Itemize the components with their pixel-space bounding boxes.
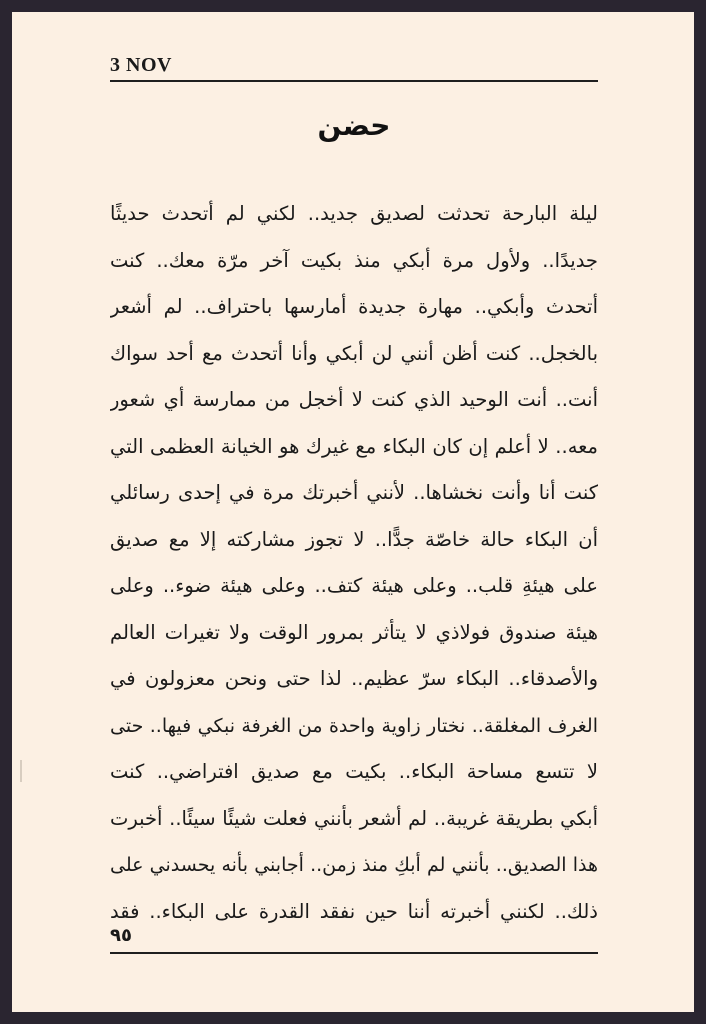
header-date: 3 NOV [110,54,172,76]
footer-rule [110,952,598,954]
text-line: كنت أنا وأنت نخشاها.. لأنني أخبرتك مرة في إحدى رسائلي [110,481,598,504]
text-line: والأصدقاء.. البكاء سرّ عظيم.. لذا حتى ونحن معزولون في [110,667,598,690]
text-line: جديدًا.. ولأول مرة أبكي منذ بكيت آخر مرّة معك.. كنت [110,248,598,272]
text-line: الغرف المغلقة.. نختار زاوية واحدة من الغرفة نبكي فيها.. حتى [110,714,598,737]
text-line: ذلك.. لكنني أخبرته أننا حين نفقد القدرة على البكاء.. فقد [110,899,598,923]
page-edge-mark [20,760,22,782]
text-line: ليلة البارحة تحدثت لصديق جديد.. لكني لم أتحدث حديثًا [110,202,598,225]
text-line: أن البكاء حالة خاصّة جدًّا.. لا تجوز مشاركته إلا مع صديق [110,527,598,551]
text-line: أنت.. أنت الوحيد الذي كنت لا أخجل من ممارسة أي شعور [110,388,598,411]
text-line: معه.. لا أعلم إن كان البكاء مع غيرك هو الخيانة العظمى التي [110,434,598,458]
page-footer [110,924,598,954]
text-line: أتحدث وأبكي.. مهارة جديدة أمارسها باحتراف.. لم أشعر [110,295,598,318]
text-line: بالخجل.. كنت أظن أنني لن أبكي وأنا أتحدث مع أحد سواك [110,341,598,365]
body-text [110,191,598,935]
header-rule [110,80,598,82]
text-line: على هيئةِ قلب.. وعلى هيئة كتف.. وعلى هيئة ضوء.. وعلى [110,574,598,597]
text-line: أبكي بطريقة غريبة.. لم أشعر بأنني فعلت شيئًا سيئًا.. أخبرت [110,806,598,830]
book-page [12,12,694,1012]
page-header [110,52,598,82]
text-line: هيئة صندوق فولاذي لا يتأثر بمرور الوقت ولا تغيرات العالم [110,620,598,644]
text-line: هذا الصديق.. بأنني لم أبكِ منذ زمن.. أجابني بأنه يحسدني على [110,854,598,876]
text-line: لا تتسع مساحة البكاء.. بكيت مع صديق افتراضي.. كنت [110,760,598,783]
chapter-title: حضن [317,109,391,142]
page-number: ٩٥ [110,925,132,946]
